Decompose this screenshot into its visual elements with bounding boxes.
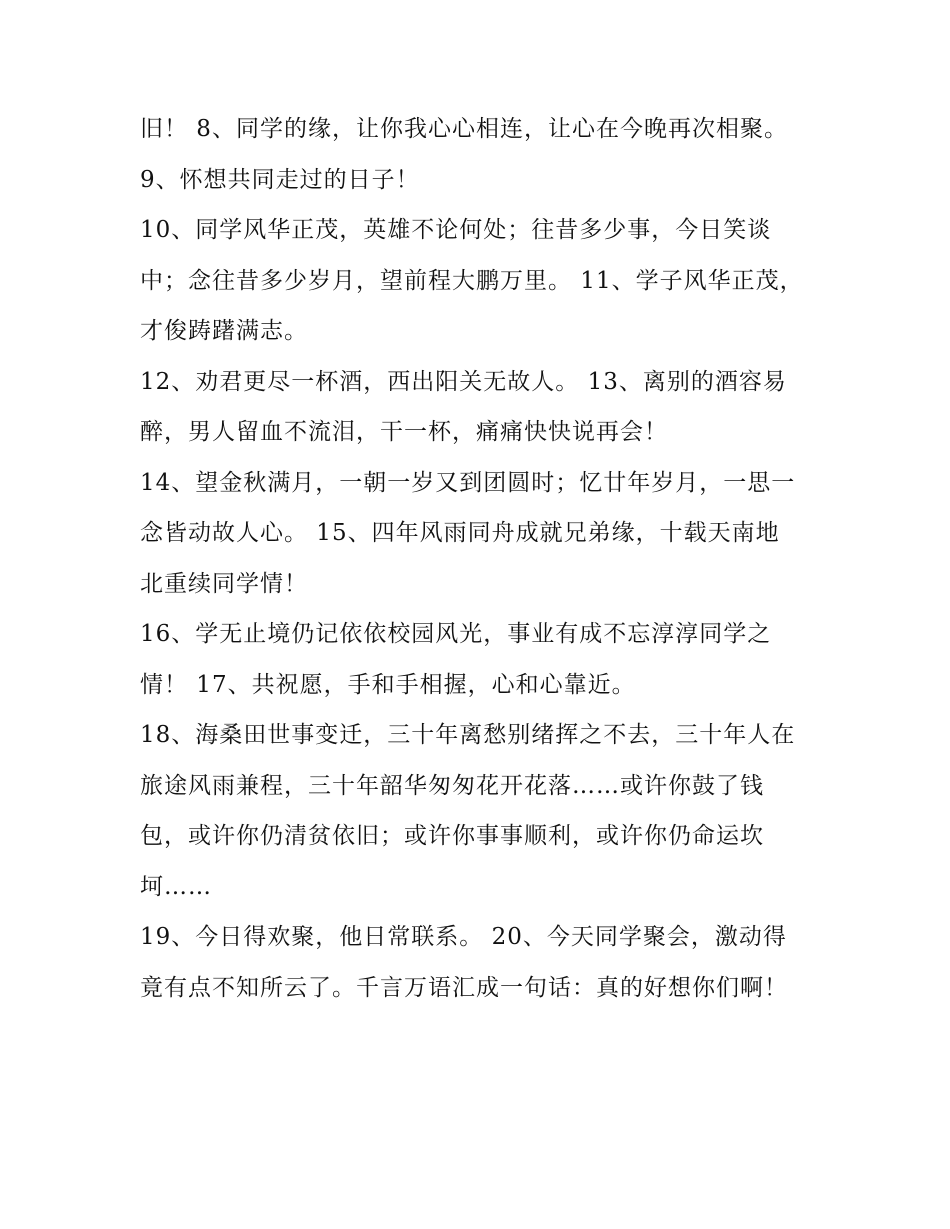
text-line-6: 12、劝君更尽一杯酒，西出阳关无故人。 13、离别的酒容易 <box>140 368 787 395</box>
text-line-15: 包，或许你仍清贫依旧；或许你事事顺利，或许你仍命运坎 <box>140 823 764 849</box>
document-body <box>140 104 820 1013</box>
text-line-18: 竟有点不知所云了。千言万语汇成一句话：真的好想你们啊！ <box>140 974 788 1001</box>
text-line-1: 旧！ 8、同学的缘，让你我心心相连，让心在今晚再次相聚。 <box>140 116 788 142</box>
text-line-13: 18、海桑田世事变迁，三十年离愁别绪挥之不去，三十年人在 <box>140 722 796 748</box>
text-line-16: 坷…… <box>140 873 212 900</box>
text-line-7: 醉，男人留血不流泪，干一杯，痛痛快快说再会！ <box>140 419 668 445</box>
text-line-12: 情！ 17、共祝愿，手和手相握，心和心靠近。 <box>140 671 636 698</box>
text-line-10: 北重续同学情！ <box>140 570 308 597</box>
text-line-2: 9、怀想共同走过的日子！ <box>140 166 420 193</box>
text-line-3: 10、同学风华正茂，英雄不论何处；往昔多少事，今日笑谈 <box>140 217 772 243</box>
text-line-4: 中；念往昔多少岁月，望前程大鹏万里。 11、学子风华正茂， <box>140 267 804 294</box>
text-line-9: 念皆动故人心。 15、四年风雨同舟成就兄弟缘，十载天南地 <box>140 520 780 546</box>
text-line-14: 旅途风雨兼程，三十年韶华匆匆花开花落……或许你鼓了钱 <box>140 772 764 799</box>
text-line-17: 19、今日得欢聚，他日常联系。 20、今天同学聚会，激动得 <box>140 924 787 950</box>
text-line-5: 才俊踌躇满志。 <box>140 318 308 344</box>
text-line-11: 16、学无止境仍记依依校园风光，事业有成不忘淳淳同学之 <box>140 621 772 647</box>
text-line-8: 14、望金秋满月，一朝一岁又到团圆时；忆廿年岁月，一思一 <box>140 469 796 496</box>
